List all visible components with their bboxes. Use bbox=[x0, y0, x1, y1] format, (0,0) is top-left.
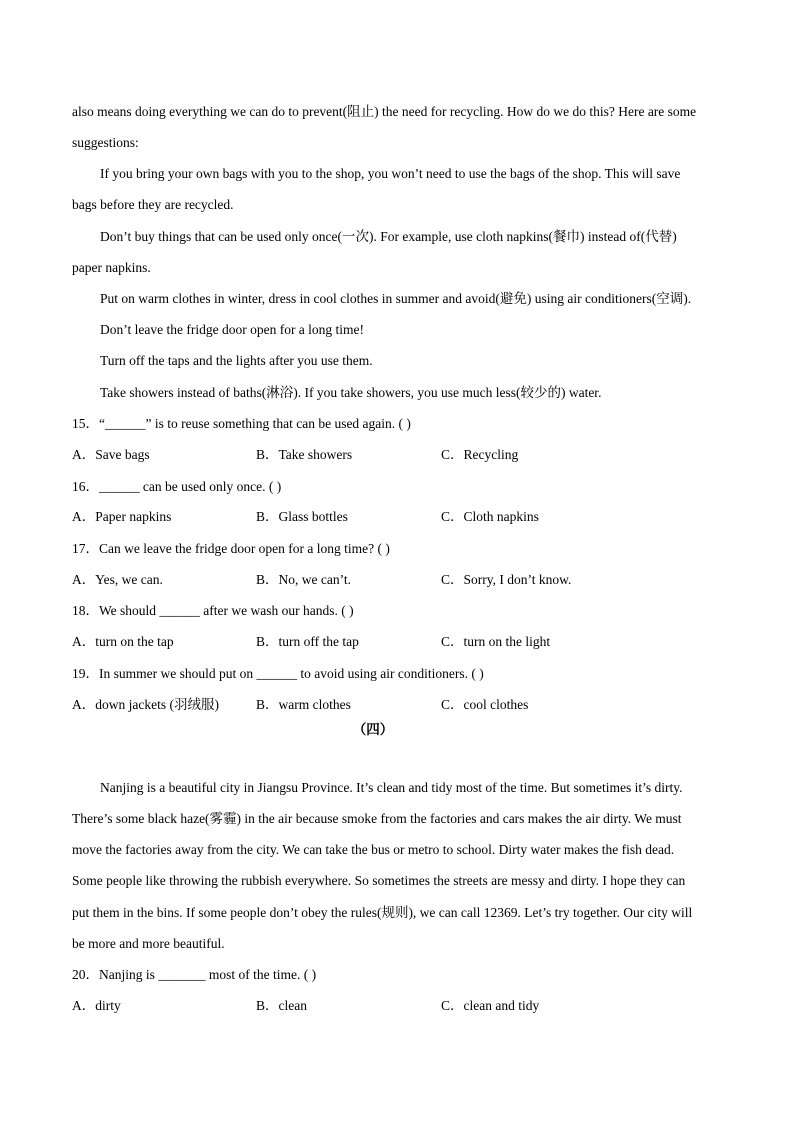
option-b[interactable]: B．Take showers bbox=[256, 447, 353, 462]
passage-line: Some people like throwing the rubbish everywhere. So sometimes the streets are messy and dirty. I hope they can bbox=[72, 873, 686, 888]
section-title: （四） bbox=[352, 722, 394, 738]
question-stem: 16．______ can be used only once. ( ) bbox=[72, 479, 282, 494]
option-b[interactable]: B．clean bbox=[256, 998, 307, 1013]
passage-line: put them in the bins. If some people don’t obey the rules(规则), we can call 12369. Let’s try together. Our city will bbox=[72, 905, 693, 920]
passage-line: suggestions: bbox=[72, 135, 139, 150]
option-c[interactable]: C．turn on the light bbox=[441, 634, 551, 649]
option-b[interactable]: B．Glass bottles bbox=[256, 509, 348, 524]
option-c[interactable]: C．cool clothes bbox=[441, 697, 529, 712]
option-a[interactable]: A．Save bags bbox=[72, 447, 150, 462]
option-c[interactable]: C．Sorry, I don’t know. bbox=[441, 572, 572, 587]
passage-line: There’s some black haze(雾霾) in the air because smoke from the factories and cars makes the air dirty. We must bbox=[72, 811, 682, 826]
question-stem: 17．Can we leave the fridge door open for a long time? ( ) bbox=[72, 541, 390, 556]
passage-line: move the factories away from the city. We can take the bus or metro to school. Dirty water makes the fish dead. bbox=[72, 842, 675, 857]
passage-line: Nanjing is a beautiful city in Jiangsu Province. It’s clean and tidy most of the time. But sometimes it’s dirty. bbox=[100, 780, 683, 795]
passage-line: be more and more beautiful. bbox=[72, 936, 225, 951]
option-c[interactable]: C．Cloth napkins bbox=[441, 509, 539, 524]
option-c[interactable]: C．clean and tidy bbox=[441, 998, 540, 1013]
passage-line: bags before they are recycled. bbox=[72, 197, 234, 212]
question-stem: 20．Nanjing is _______ most of the time. ( ) bbox=[72, 967, 317, 982]
option-a[interactable]: A．Paper napkins bbox=[72, 509, 172, 524]
option-a[interactable]: A．down jackets (羽绒服) bbox=[72, 697, 219, 712]
question-stem: 19．In summer we should put on ______ to avoid using air conditioners. ( ) bbox=[72, 666, 484, 681]
option-a[interactable]: A．turn on the tap bbox=[72, 634, 174, 649]
option-a[interactable]: A．Yes, we can. bbox=[72, 572, 163, 587]
passage-line: also means doing everything we can do to prevent(阻止) the need for recycling. How do we do this? Here are some bbox=[72, 104, 697, 119]
option-b[interactable]: B．No, we can’t. bbox=[256, 572, 351, 587]
option-b[interactable]: B．turn off the tap bbox=[256, 634, 359, 649]
passage-line: paper napkins. bbox=[72, 260, 151, 275]
passage-line: Turn off the taps and the lights after you use them. bbox=[100, 353, 373, 368]
passage-line: Put on warm clothes in winter, dress in cool clothes in summer and avoid(避免) using air conditioners(空调). bbox=[100, 291, 692, 306]
passage-line: Take showers instead of baths(淋浴). If you take showers, you use much less(较少的) water. bbox=[100, 385, 602, 400]
option-a[interactable]: A．dirty bbox=[72, 998, 121, 1013]
passage-line: If you bring your own bags with you to the shop, you won’t need to use the bags of the shop. This will save bbox=[100, 166, 681, 181]
passage-line: Don’t leave the fridge door open for a long time! bbox=[100, 322, 365, 337]
question-stem: 18．We should ______ after we wash our hands. ( ) bbox=[72, 603, 354, 618]
option-c[interactable]: C．Recycling bbox=[441, 447, 519, 462]
question-stem: 15．“______” is to reuse something that can be used again. ( ) bbox=[72, 416, 411, 431]
option-b[interactable]: B．warm clothes bbox=[256, 697, 351, 712]
passage-line: Don’t buy things that can be used only once(一次). For example, use cloth napkins(餐巾) instead of(代替) bbox=[100, 229, 677, 244]
